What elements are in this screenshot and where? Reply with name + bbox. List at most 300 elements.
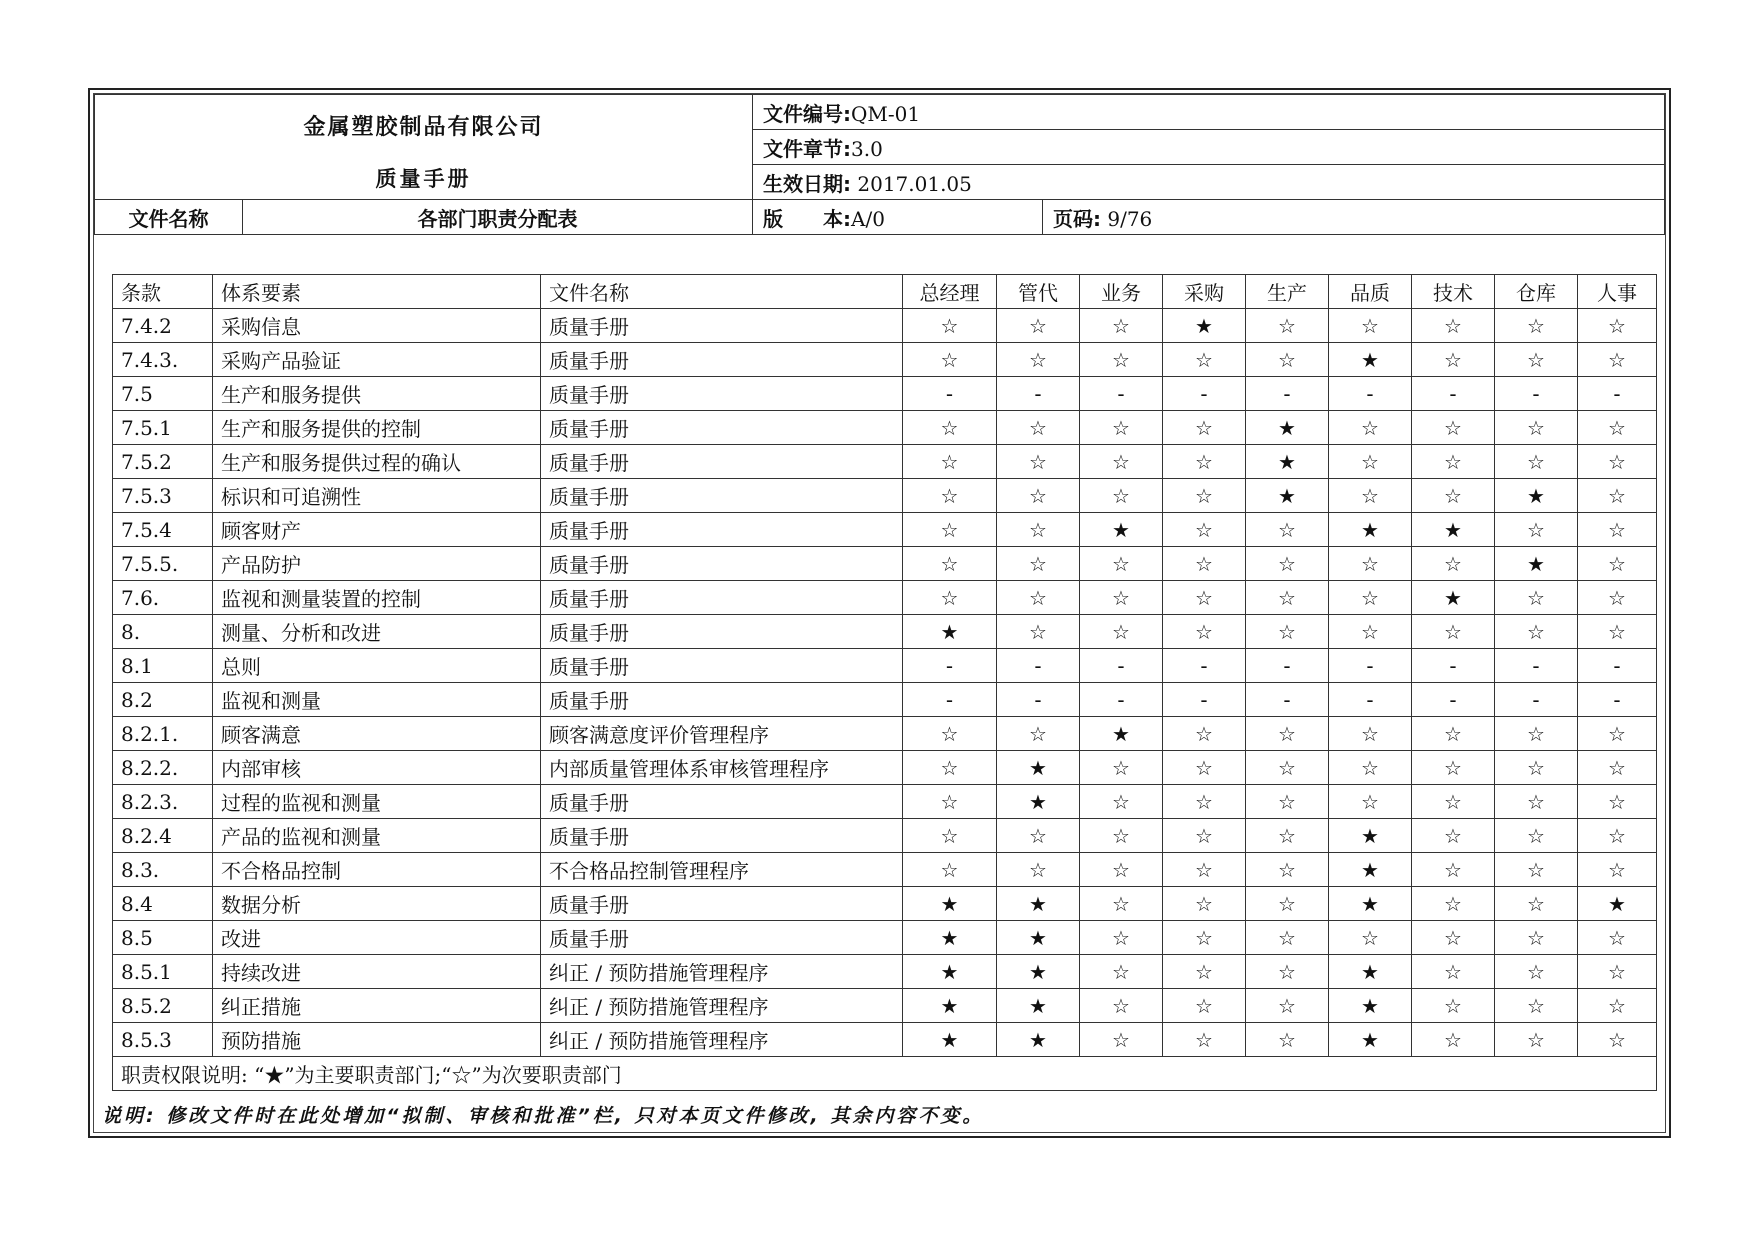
element-cell: 采购产品验证 <box>213 343 541 377</box>
responsibility-mark: ☆ <box>1578 479 1657 513</box>
table-header-row <box>113 275 1657 309</box>
responsibility-mark: ☆ <box>1578 411 1657 445</box>
responsibility-mark: ☆ <box>1412 955 1495 989</box>
element-cell: 预防措施 <box>213 1023 541 1057</box>
responsibility-mark: ☆ <box>1329 921 1412 955</box>
responsibility-mark: ☆ <box>1246 989 1329 1023</box>
responsibility-mark: ☆ <box>1495 343 1578 377</box>
responsibility-mark: ★ <box>1495 479 1578 513</box>
doc-number-label: 文件编号: <box>763 101 852 126</box>
page-label: 页码: <box>1053 206 1102 231</box>
responsibility-mark: ☆ <box>1578 615 1657 649</box>
responsibility-mark: - <box>1246 649 1329 683</box>
chapter-cell <box>753 130 1665 165</box>
responsibility-mark: ★ <box>1412 581 1495 615</box>
responsibility-mark: - <box>997 683 1080 717</box>
responsibility-mark: ☆ <box>1495 513 1578 547</box>
responsibility-mark: ☆ <box>1329 615 1412 649</box>
responsibility-mark: ☆ <box>1163 921 1246 955</box>
responsibility-mark: ☆ <box>903 785 997 819</box>
responsibility-mark: ☆ <box>1329 785 1412 819</box>
responsibility-mark: ★ <box>1329 853 1412 887</box>
responsibility-mark: ☆ <box>903 309 997 343</box>
company-name: 金属塑胶制品有限公司 <box>303 114 544 140</box>
responsibility-mark: ☆ <box>1246 581 1329 615</box>
element-cell: 生产和服务提供 <box>213 377 541 411</box>
responsibility-mark: ☆ <box>1495 989 1578 1023</box>
table-row <box>113 377 1657 411</box>
responsibility-mark: ☆ <box>1495 445 1578 479</box>
responsibility-mark: ☆ <box>1412 751 1495 785</box>
table-row <box>113 445 1657 479</box>
responsibility-mark: ★ <box>1412 513 1495 547</box>
clause-cell: 8.5.1 <box>113 955 213 989</box>
chapter-value: 3.0 <box>851 136 883 161</box>
responsibility-mark: ☆ <box>903 581 997 615</box>
responsibility-mark: ☆ <box>1412 989 1495 1023</box>
responsibility-mark: ☆ <box>1246 343 1329 377</box>
col-header: 管代 <box>997 275 1080 309</box>
table-row <box>113 547 1657 581</box>
responsibility-mark: - <box>1163 649 1246 683</box>
responsibility-mark: ☆ <box>1080 547 1163 581</box>
table-row <box>113 649 1657 683</box>
doc-name-cell: 内部质量管理体系审核管理程序 <box>541 751 903 785</box>
responsibility-mark: ☆ <box>997 717 1080 751</box>
element-cell: 过程的监视和测量 <box>213 785 541 819</box>
responsibility-mark: ☆ <box>1163 717 1246 751</box>
responsibility-mark: ☆ <box>903 445 997 479</box>
responsibility-mark: ☆ <box>1080 751 1163 785</box>
responsibility-mark: - <box>903 377 997 411</box>
responsibility-mark: ★ <box>1246 479 1329 513</box>
responsibility-mark: ★ <box>997 1023 1080 1057</box>
doc-name-cell: 纠正 / 预防措施管理程序 <box>541 1023 903 1057</box>
responsibility-mark: ★ <box>1329 989 1412 1023</box>
table-row <box>113 615 1657 649</box>
col-header: 技术 <box>1412 275 1495 309</box>
responsibility-mark: - <box>1578 377 1657 411</box>
clause-cell: 7.5.2 <box>113 445 213 479</box>
doc-number-cell <box>753 95 1665 130</box>
responsibility-mark: ☆ <box>1163 581 1246 615</box>
doc-name-cell: 质量手册 <box>541 615 903 649</box>
clause-cell: 7.6. <box>113 581 213 615</box>
responsibility-mark: ☆ <box>1412 309 1495 343</box>
clause-cell: 7.5.3 <box>113 479 213 513</box>
responsibility-mark: ☆ <box>997 479 1080 513</box>
responsibility-mark: ★ <box>997 887 1080 921</box>
responsibility-mark: ☆ <box>1412 411 1495 445</box>
responsibility-mark: ☆ <box>1495 819 1578 853</box>
responsibility-mark: ☆ <box>1080 989 1163 1023</box>
doc-name-cell: 质量手册 <box>541 513 903 547</box>
doc-name-cell: 纠正 / 预防措施管理程序 <box>541 989 903 1023</box>
responsibility-mark: ★ <box>1329 887 1412 921</box>
responsibility-mark: ☆ <box>1329 751 1412 785</box>
responsibility-mark: ☆ <box>1412 479 1495 513</box>
responsibility-mark: ★ <box>1329 343 1412 377</box>
version-value: A/0 <box>851 206 885 231</box>
responsibility-mark: - <box>1246 683 1329 717</box>
table-row <box>113 819 1657 853</box>
responsibility-mark: ★ <box>1329 513 1412 547</box>
col-header: 生产 <box>1246 275 1329 309</box>
responsibility-mark: ☆ <box>1163 479 1246 513</box>
responsibility-mark: ☆ <box>1329 309 1412 343</box>
element-cell: 生产和服务提供的控制 <box>213 411 541 445</box>
responsibility-mark: ☆ <box>1329 581 1412 615</box>
element-cell: 顾客满意 <box>213 717 541 751</box>
responsibility-mark: ☆ <box>1163 751 1246 785</box>
responsibility-mark: ☆ <box>1246 785 1329 819</box>
responsibility-mark: ★ <box>997 751 1080 785</box>
doc-number: QM-01 <box>851 101 921 126</box>
responsibility-mark: ☆ <box>903 479 997 513</box>
doc-name-cell: 质量手册 <box>541 309 903 343</box>
doc-name-cell: 质量手册 <box>541 649 903 683</box>
effective-date: 2017.01.05 <box>851 171 972 196</box>
responsibility-mark: ☆ <box>1578 921 1657 955</box>
responsibility-mark: ☆ <box>903 513 997 547</box>
clause-cell: 8. <box>113 615 213 649</box>
responsibility-mark: ☆ <box>1329 411 1412 445</box>
responsibility-mark: ☆ <box>1080 411 1163 445</box>
responsibility-mark: ☆ <box>1412 853 1495 887</box>
responsibility-mark: ☆ <box>1246 309 1329 343</box>
element-cell: 数据分析 <box>213 887 541 921</box>
responsibility-mark: ☆ <box>1329 717 1412 751</box>
responsibility-mark: ★ <box>1080 513 1163 547</box>
element-cell: 纠正措施 <box>213 989 541 1023</box>
doc-name-cell: 质量手册 <box>541 581 903 615</box>
responsibility-mark: ☆ <box>1163 547 1246 581</box>
responsibility-mark: ☆ <box>1246 887 1329 921</box>
table-row <box>113 853 1657 887</box>
col-header: 品质 <box>1329 275 1412 309</box>
responsibility-mark: - <box>1412 377 1495 411</box>
table-row <box>113 955 1657 989</box>
responsibility-mark: ☆ <box>903 819 997 853</box>
responsibility-mark: ☆ <box>1163 785 1246 819</box>
responsibility-mark: ☆ <box>1246 955 1329 989</box>
responsibility-mark: ☆ <box>1163 445 1246 479</box>
file-name-label: 文件名称 <box>95 200 243 235</box>
table-row <box>113 717 1657 751</box>
table-row <box>113 513 1657 547</box>
responsibility-mark: - <box>903 649 997 683</box>
responsibility-mark: ☆ <box>1412 717 1495 751</box>
responsibility-mark: ☆ <box>1495 581 1578 615</box>
responsibility-mark: ☆ <box>1163 343 1246 377</box>
clause-cell: 7.5.4 <box>113 513 213 547</box>
effective-date-label: 生效日期: <box>763 171 852 196</box>
element-cell: 持续改进 <box>213 955 541 989</box>
responsibility-mark: ★ <box>903 989 997 1023</box>
doc-name-cell: 质量手册 <box>541 547 903 581</box>
responsibility-mark: ☆ <box>1495 955 1578 989</box>
responsibility-mark: ☆ <box>903 411 997 445</box>
responsibility-mark: ☆ <box>1495 887 1578 921</box>
element-cell: 采购信息 <box>213 309 541 343</box>
responsibility-mark: ☆ <box>1163 1023 1246 1057</box>
element-cell: 生产和服务提供过程的确认 <box>213 445 541 479</box>
doc-name-cell: 质量手册 <box>541 445 903 479</box>
clause-cell: 8.3. <box>113 853 213 887</box>
responsibility-mark: ☆ <box>1163 853 1246 887</box>
responsibility-mark: ☆ <box>1578 717 1657 751</box>
responsibility-mark: ☆ <box>1080 853 1163 887</box>
responsibility-mark: ☆ <box>997 513 1080 547</box>
responsibility-mark: ☆ <box>1246 853 1329 887</box>
table-row <box>113 785 1657 819</box>
doc-name-cell: 质量手册 <box>541 343 903 377</box>
col-header: 采购 <box>1163 275 1246 309</box>
responsibility-mark: ★ <box>1163 309 1246 343</box>
clause-cell: 8.2 <box>113 683 213 717</box>
responsibility-mark: ☆ <box>1578 989 1657 1023</box>
responsibility-mark: ☆ <box>1412 615 1495 649</box>
clause-cell: 8.2.3. <box>113 785 213 819</box>
element-cell: 总则 <box>213 649 541 683</box>
table-row <box>113 479 1657 513</box>
responsibility-mark: - <box>1163 683 1246 717</box>
responsibility-mark: - <box>1412 649 1495 683</box>
chapter-label: 文件章节: <box>763 136 852 161</box>
clause-cell: 8.5 <box>113 921 213 955</box>
responsibility-mark: ★ <box>997 921 1080 955</box>
doc-name-cell: 顾客满意度评价管理程序 <box>541 717 903 751</box>
responsibility-mark: ★ <box>1246 445 1329 479</box>
table-row <box>113 683 1657 717</box>
clause-cell: 8.4 <box>113 887 213 921</box>
responsibility-mark: ★ <box>903 615 997 649</box>
responsibility-mark: - <box>1329 683 1412 717</box>
responsibility-mark: ☆ <box>1495 853 1578 887</box>
responsibility-mark: ☆ <box>1246 547 1329 581</box>
responsibility-mark: ☆ <box>1495 921 1578 955</box>
responsibility-mark: ★ <box>1329 819 1412 853</box>
responsibility-mark: ☆ <box>1329 445 1412 479</box>
responsibility-mark: - <box>1578 683 1657 717</box>
responsibility-mark: ☆ <box>1578 309 1657 343</box>
table-row <box>113 581 1657 615</box>
responsibility-mark: ☆ <box>1578 819 1657 853</box>
element-cell: 不合格品控制 <box>213 853 541 887</box>
element-cell: 监视和测量 <box>213 683 541 717</box>
responsibility-mark: ☆ <box>997 411 1080 445</box>
responsibility-mark: ☆ <box>1412 445 1495 479</box>
clause-cell: 8.2.1. <box>113 717 213 751</box>
responsibility-mark: - <box>903 683 997 717</box>
responsibility-mark: - <box>1329 649 1412 683</box>
doc-name-cell: 纠正 / 预防措施管理程序 <box>541 955 903 989</box>
responsibility-mark: ☆ <box>1246 921 1329 955</box>
responsibility-mark: ☆ <box>1080 581 1163 615</box>
clause-cell: 7.5.5. <box>113 547 213 581</box>
responsibility-mark: - <box>1578 649 1657 683</box>
responsibility-mark: ☆ <box>1412 343 1495 377</box>
legend-text: 职责权限说明: “★”为主要职责部门;“☆”为次要职责部门 <box>113 1057 1657 1091</box>
responsibility-mark: ★ <box>903 921 997 955</box>
element-cell: 顾客财产 <box>213 513 541 547</box>
responsibility-mark: ☆ <box>903 547 997 581</box>
responsibility-mark: ★ <box>997 785 1080 819</box>
responsibility-mark: - <box>1412 683 1495 717</box>
doc-name-cell: 质量手册 <box>541 411 903 445</box>
version-cell <box>753 200 1043 235</box>
responsibility-mark: ☆ <box>1080 819 1163 853</box>
responsibility-mark: - <box>1080 377 1163 411</box>
table-row <box>113 989 1657 1023</box>
responsibility-mark: ☆ <box>1246 513 1329 547</box>
responsibility-mark: ☆ <box>1412 921 1495 955</box>
responsibility-mark: ☆ <box>1163 887 1246 921</box>
responsibility-mark: ★ <box>1578 887 1657 921</box>
responsibility-mark: ☆ <box>1495 309 1578 343</box>
responsibility-mark: ★ <box>1495 547 1578 581</box>
responsibility-mark: ★ <box>997 989 1080 1023</box>
clause-cell: 8.1 <box>113 649 213 683</box>
element-cell: 改进 <box>213 921 541 955</box>
element-cell: 测量、分析和改进 <box>213 615 541 649</box>
col-header: 体系要素 <box>213 275 541 309</box>
clause-cell: 8.5.2 <box>113 989 213 1023</box>
responsibility-mark: ☆ <box>997 819 1080 853</box>
legend-row <box>113 1057 1657 1091</box>
clause-cell: 7.5 <box>113 377 213 411</box>
responsibility-mark: - <box>997 377 1080 411</box>
responsibility-mark: - <box>1495 683 1578 717</box>
responsibility-mark: ☆ <box>1495 615 1578 649</box>
responsibility-mark: ☆ <box>1578 445 1657 479</box>
responsibility-mark: ☆ <box>1412 547 1495 581</box>
responsibility-mark: ☆ <box>1495 751 1578 785</box>
responsibility-mark: ★ <box>1329 1023 1412 1057</box>
doc-name-cell: 质量手册 <box>541 377 903 411</box>
doc-name-cell: 不合格品控制管理程序 <box>541 853 903 887</box>
responsibility-mark: ☆ <box>1080 615 1163 649</box>
doc-name-cell: 质量手册 <box>541 921 903 955</box>
responsibility-mark: - <box>1495 649 1578 683</box>
doc-name-cell: 质量手册 <box>541 479 903 513</box>
table-row <box>113 309 1657 343</box>
table-row <box>113 343 1657 377</box>
responsibility-mark: ★ <box>903 1023 997 1057</box>
responsibility-mark: ☆ <box>1163 411 1246 445</box>
table-row <box>113 411 1657 445</box>
responsibility-mark: ★ <box>903 887 997 921</box>
responsibility-mark: ☆ <box>1495 717 1578 751</box>
col-header: 条款 <box>113 275 213 309</box>
responsibility-mark: ☆ <box>1578 581 1657 615</box>
doc-name-cell: 质量手册 <box>541 819 903 853</box>
responsibility-mark: ☆ <box>1246 1023 1329 1057</box>
element-cell: 产品防护 <box>213 547 541 581</box>
element-cell: 监视和测量装置的控制 <box>213 581 541 615</box>
table-row <box>113 1023 1657 1057</box>
element-cell: 产品的监视和测量 <box>213 819 541 853</box>
responsibility-mark: ☆ <box>1246 751 1329 785</box>
document-inner-frame <box>93 93 1666 1133</box>
responsibility-mark: ☆ <box>1080 1023 1163 1057</box>
responsibility-mark: ☆ <box>1080 479 1163 513</box>
responsibility-mark: ☆ <box>1578 955 1657 989</box>
responsibility-mark: ☆ <box>1412 819 1495 853</box>
responsibility-mark: ☆ <box>997 853 1080 887</box>
doc-name-cell: 质量手册 <box>541 785 903 819</box>
manual-title: 质量手册 <box>375 166 472 191</box>
col-header: 文件名称 <box>541 275 903 309</box>
responsibility-mark: ☆ <box>997 343 1080 377</box>
responsibility-mark: ☆ <box>1578 343 1657 377</box>
responsibility-mark: ☆ <box>997 581 1080 615</box>
responsibility-mark: ☆ <box>1495 411 1578 445</box>
responsibility-mark: ☆ <box>1495 1023 1578 1057</box>
responsibility-mark: ☆ <box>1163 819 1246 853</box>
element-cell: 内部审核 <box>213 751 541 785</box>
document-frame <box>88 88 1671 1138</box>
responsibility-mark: ☆ <box>1578 751 1657 785</box>
table-row <box>113 921 1657 955</box>
responsibility-mark: ☆ <box>1080 887 1163 921</box>
responsibility-mark: - <box>1080 683 1163 717</box>
responsibility-mark: ☆ <box>1329 547 1412 581</box>
table-row <box>113 751 1657 785</box>
responsibility-mark: - <box>1080 649 1163 683</box>
responsibility-mark: ☆ <box>1578 785 1657 819</box>
responsibility-mark: ☆ <box>1578 1023 1657 1057</box>
company-block <box>95 95 753 200</box>
responsibility-mark: ☆ <box>1080 309 1163 343</box>
responsibility-mark: - <box>1329 377 1412 411</box>
responsibility-mark: ☆ <box>1080 445 1163 479</box>
responsibility-mark: - <box>1495 377 1578 411</box>
responsibility-mark: ☆ <box>997 309 1080 343</box>
responsibility-table <box>112 274 1657 1091</box>
responsibility-mark: ☆ <box>1163 955 1246 989</box>
responsibility-mark: ☆ <box>1080 921 1163 955</box>
responsibility-mark: ☆ <box>1329 479 1412 513</box>
responsibility-mark: ☆ <box>997 445 1080 479</box>
responsibility-mark: ☆ <box>1412 887 1495 921</box>
page-value: 9/76 <box>1101 206 1153 231</box>
responsibility-mark: ☆ <box>997 615 1080 649</box>
responsibility-mark: ☆ <box>903 751 997 785</box>
responsibility-mark: ★ <box>1329 955 1412 989</box>
responsibility-mark: ☆ <box>1578 853 1657 887</box>
responsibility-mark: ☆ <box>1080 955 1163 989</box>
responsibility-mark: ☆ <box>1163 513 1246 547</box>
responsibility-mark: ☆ <box>1246 615 1329 649</box>
responsibility-mark: ☆ <box>1578 513 1657 547</box>
responsibility-mark: ★ <box>1246 411 1329 445</box>
page-cell <box>1043 200 1665 235</box>
responsibility-mark: - <box>1246 377 1329 411</box>
responsibility-mark: ☆ <box>903 853 997 887</box>
responsibility-mark: ★ <box>903 955 997 989</box>
effective-date-cell <box>753 165 1665 200</box>
responsibility-mark: - <box>997 649 1080 683</box>
col-header: 人事 <box>1578 275 1657 309</box>
doc-name-cell: 质量手册 <box>541 887 903 921</box>
responsibility-mark: ☆ <box>1246 819 1329 853</box>
responsibility-mark: ★ <box>1080 717 1163 751</box>
clause-cell: 8.5.3 <box>113 1023 213 1057</box>
clause-cell: 7.5.1 <box>113 411 213 445</box>
responsibility-mark: ☆ <box>1578 547 1657 581</box>
responsibility-mark: ☆ <box>1412 1023 1495 1057</box>
